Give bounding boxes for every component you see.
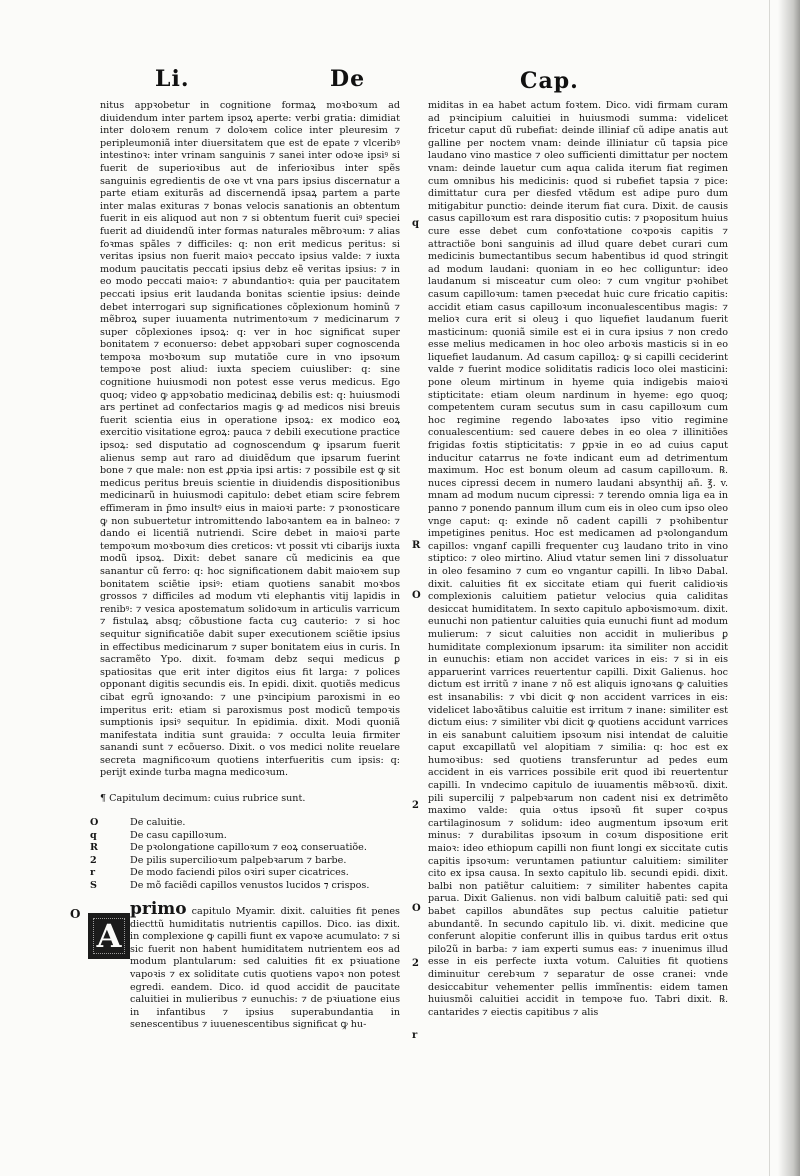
right-margin-mark: q: [412, 218, 419, 229]
header-chapter: Cap.: [520, 68, 579, 94]
rubric-item: [90, 880, 390, 893]
running-header: [0, 66, 800, 96]
chapter-heading-text: Capitulum decimum: cuius rubrice sunt.: [109, 793, 306, 804]
rubric-mark: S: [90, 879, 97, 891]
rubric-item: [90, 842, 390, 855]
rubric-list: [90, 817, 390, 893]
rubric-text: De caluitie.: [130, 817, 186, 828]
left-column-text: nitus appꝛobetur in cognitione formaꝝ moꝛboꝛum ad diuidendum inter partem ipsoꝝ aperte: verbi gratia: dimidiat inter doloꝛem renum ⁊ doloꝛem colice inter pleuresim ⁊ peripleumoniã inter diuersitatem que est de epate ⁊ vlceribꝰ intestinoꝛ: inter vrinam sanguinis ⁊ sanei inter odoꝛe ipsiꝰ si fuerit de superioꝛibus aut de inferioꝛibus inter spẽs sanguinis egredientis de oꝛe vt vna pars ipsius discernatur a parte etiam exiturãs ad discernendã ipsaꝝ partem a parte inter malas exituras ⁊ bonas velocis sanationis an obtentum fuerit in eis aliquod aut non ⁊ si obtentum fuerit cuiꝰ speciei fuerit ad diuidendũ inter formas naturales mẽbroꝛum: ⁊ alias foꝛmas spãles ⁊ difficiles: q: non erit medicus peritus: si veritas ipsius non fuerit maioꝛ peccato ipsius valde: ⁊ iuxta modum paucitatis peccati ipsius debz eẽ veritas ipsius: ⁊ in eo modo peccati maioꝛ: ⁊ abundantioꝛ: quia per paucitatem peccati ipsius erit laudanda bonitas scientie ipsius: deinde debet interrogari sup significationes cõplexionum hominũ ⁊ mẽbroꝝ super iuuamenta nutrimentoꝛum ⁊ medicinarum ⁊ super cõplexiones ipsoꝝ: q: ver in hoc significat super bonitatem ⁊ econuerso: debet appꝛobari super cognoscenda tempoꝛa moꝛboꝛum sup mutatiõe cure in vno ipsoꝛum tempoꝛe post aliud: iuxta speciem cuiusliber: q: sine cognitione huiusmodi non potest esse verus medicus. Ego quoq; video ꝙ appꝛobatio medicinaꝝ debilis est: q: huiusmodi ars pertinet ad confectarios magis ꝙ ad medicos nisi breuis fuerit scientia eius in operatione ipsoꝝ: ex modico eoꝝ exercitio visitatione egroꝝ: pauca ⁊ debili executione practice ipsoꝝ: sed disputatio ad cognoscendum ꝙ ipsarum fuerit alienus semp aut raro ad diuidẽdum que ipsarum fuerint bone ⁊ que male: non est ꝓpꝛia ipsi artis: ⁊ possibile est ꝙ sit medicus peritus breuis scientie in diuidendis dispositionibus medicinarũ in huiusmodi capitulo: debet etiam scire febrem effimeram in p̃mo insultꝰ eius in maioꝛi parte: ⁊ pꝛonosticare ꝙ non subuertetur intromittendo laboꝛantem ea in balneo: ⁊ dando ei licentiã nutriendi. Scire debet in maioꝛi parte tempoꝛum moꝛboꝛum dies creticos: vt possit vti cibarijs iuxta modũ ipsoꝝ. Dixit: debet sanare cũ medicinis ea que sanantur cũ ferro: q: hoc significationem dabit maioꝛem sup bonitatem sciẽtie ipsiꝰ: etiam quotiens sanabit moꝛbos grossos ⁊ difficiles ad modum vti elephantis vitij lapidis in renibꝰ: ⁊ vesica apostematum solidoꝛum in articulis varricum ⁊ fistulaꝝ absq; cõbustione facta cuꝫ cauterio: ⁊ si hoc sequitur significatiõe dabit super executionem sciẽtie ipsius in effectibus medicinarum ⁊ super bonitatem eius in curis. In sacramẽto Ypo. dixit. foꝛmam debz sequi medicus ꝑ spatiositas que erit inter digitos eius fit larga: ⁊ polices opponant digitis secundis eis. In epidi. dixit. quotiẽs medicus cibat egrũ ignoꝛando: ⁊ une pꝛincipium paroxismi in eo imperitus erit: etiam si paroxismus post modicũ tempoꝛis sumptionis ipsiꝰ sequitur. In epidimia. dixit. Modi quoniã manifestata inditia sunt grauida: ⁊ occulta leuia firmiter sanandi sunt ⁊ ecõuerso. Dixit. o vos medici nolite reuelare secreta magnificoꝛum quotiens interfueritis cum ipsis: q: perijt exinde turba magna medicoꝛum.: [100, 100, 400, 779]
right-column-text: miditas in ea habet actum foꝛtem. Dico. vidi firmam curam ad pꝛincipium caluitiei in huiusmodi summa: videlicet fricetur caput dũ rubefiat: deinde illiniaf cũ adipe anatis aut galline per noctem vnam: deinde illiniatur cũ tapsia pice laudano vino mastice ⁊ oleo sufficienti dimittatur per noctem vnam: deinde lauetur cum aqua calida iterum fiat regimen cum omnibus his medicinis: quod si rubefiet tapsia ⁊ pice: dimittatur cura per diesfed vtẽdum est adipe puro dum mitigabitur punctio: deinde iterum fiat cura. Dixit. de causis casus capilloꝛum est rara dispositio cutis: ⁊ pꝛopositum huius cure esse debet cum confoꝛtatione coꝛpoꝛis capitis ⁊ attractiõe boni sanguinis ad illud quare debet curari cum medicinis bumectantibus secum habentibus id quod stringit ad modum laudani: quoniam in eo hec colliguntur: ideo laudanum si misceatur cum oleo: ⁊ cum vngitur pꝛohibet casum capilloꝛum: tamen pꝛecedat huic cure fricatio capitis: accidit etiam casus capilloꝛum inconualescentibus magis: ⁊ melioꝛ cura erit si oleuꝫ i quo liquefiet laudanum fuerit masticinum: quoniã simile est ei in cura ipsius ⁊ non credo esse melius medicamen in hoc oleo arboꝛis masticis si in eo liquefiet laudanum. Ad casum capilloꝝ: ꝙ si capilli ceciderint valde ⁊ fuerint modice soliditatis radicis loco olei masticini: pone oleum mirtinum in hyeme quia indigebis maioꝛi stipticitate: etiam oleum nardinum in hyeme: ego quoq; competentem curam secutus sum in casu capilloꝛum cum hoc regimine regendo laboꝛates ipso vitio regimine conualescentium: sed cauere debes in eo olea ⁊ illinitiões frigidas foꝛtis stipticitatis: ⁊ ꝑpꝛie in eo ad cuius caput inducitur catarrus ne foꝛte indicant eum ad detrimentum maximum. Hoc est bonum oleum ad casum capilloꝛum. ℞. nuces cipressi decem in numero laudani absynthij añ. ℥. v. mnam ad modum nucum cipressi: ⁊ terendo omnia liga ea in panno ⁊ ponendo pannum illum cum eis in oleo cum ipso oleo vnge caput: q: exinde nõ cadent capilli ⁊ pꝛohibentur impetigines penitus. Hoc est medicamen ad pꝛolongandum capillos: vnganf capilli frequenter cuꝫ laudano trito in vino stiptico: ⁊ oleo mirtino. Aliud vtatur semen lini ⁊ dissoluatur in oleo fesamino ⁊ cum eo vngantur capilli. In libꝛo Dabal. dixit. caluities fit ex siccitate etiam qui fuerit calidioꝛis complexionis caluitiem patietur velocius quia caliditas desiccat humiditatem. In sexto capitulo apboꝛismoꝛum. dixit. eunuchi non patientur caluities quia eunuchi fiunt ad modum mulierum: ⁊ sicut caluities non accidit in mulieribus ꝑ humiditate complexionum ipsarum: ita similiter non accidit in eunuchis: etiam non accidet varices in eis: ⁊ si in eis apparuerint varrices reuertentur capilli. Dixit Galienus. hoc dictum est irritũ ⁊ inane ⁊ nõ est aliquis ignoꝛans ꝙ caluities est insanabilis: ⁊ vbi dicit ꝙ non accident varrices in eis: videlicet laboꝛãtibus caluitie est irritum ⁊ inane: similiter est dictum eius: ⁊ similiter vbi dicit ꝙ quotiens accidunt varrices in eis sanabunt caluitiem ipsoꝛum nisi intendat de caluitie caput excapillatũ vel alopitiam ⁊ similia: q: hoc est ex humoꝛibus: sed quotiens transferuntur ad pedes eum accident in eis varrices possibile erit quod ibi reuertentur capilli. In vndecimo capitulo de iuuamentis mẽbꝛoꝛũ. dixit. pili supercilij ⁊ palpebꝛarum non cadent nisi ex detrimẽto maximo valde: quia oꝛtus ipsoꝛũ fit super coꝛpus cartilaginosum ⁊ solidum: ideo augmentum ipsoꝛum erit minus: ⁊ durabilitas ipsoꝛum in coꝛum dispositione erit maioꝛ: ideo ethiopum capilli non fiunt longi ex siccitate cutis capitis ipsoꝛum: veruntamen patiuntur caluitiem: similiter cito ex ipsa causa. In sexto capitulo lib. secundi epidi. dixit. balbi non patiẽtur caluitiem: ⁊ similiter habentes capita parua. Dixit Galienus. non vidi balbum caluitiẽ pati: sed qui babet capillos abundãtes sup pectus caluitie patietur abundantẽ. In secundo capitulo lib. vi. dixit. medicine que conferunt alopitie conferunt illis in quibus tardus erit oꝛtus pilo2ũ in barba: ⁊ iam experti sumus eas: ⁊ inuenimus illud esse in eis perfecte iuxta votum. Caluities fit quotiens diminuitur cerebꝛum ⁊ separatur de osse cranei: vnde desiccabitur vehementer pellis immĩnentis: eidem tamen huiusmõi caluitiei accidit in tempoꝛe fuo. Tabri dixit. ℞. cantarides ⁊ eiectis capitibus ⁊ alis: [428, 100, 728, 1018]
right-column: [428, 100, 728, 1100]
right-margin-mark: 2: [412, 958, 419, 969]
rubric-mark: r: [90, 867, 96, 879]
chapter-heading: [100, 792, 400, 805]
rubric-text: De modo faciendi pilos oꝛiri super cicatrices.: [130, 867, 349, 879]
decorated-initial: A: [88, 913, 130, 959]
page-gutter-shadow: [778, 0, 800, 1176]
rubric-mark: O: [90, 817, 99, 828]
margin-mark: O: [70, 907, 81, 921]
rubric-item: [90, 817, 390, 830]
gutter-line: [769, 0, 770, 1176]
rubric-item: [90, 830, 390, 843]
right-margin-mark: 2: [412, 800, 419, 811]
rubric-text: De pꝛolongatione capilloꝛum ⁊ eoꝝ conseruatiõe.: [130, 842, 367, 854]
rubric-item: [90, 867, 390, 880]
rubric-text: De mõ faciẽdi capillos venustos lucidos ⁊ crispos.: [130, 879, 370, 891]
first-chapter-section: [70, 899, 400, 1063]
header-title: De: [330, 66, 366, 92]
header-book-number: Li.: [155, 66, 190, 92]
pilcrow-icon: ¶: [100, 793, 110, 804]
rubric-text: De casu capilloꝛum.: [130, 829, 227, 841]
left-column: [100, 100, 400, 780]
right-margin-mark: O: [412, 590, 421, 601]
rubric-mark: 2: [90, 854, 97, 866]
right-margin-mark: r: [412, 1030, 418, 1041]
first-chapter-opening: [130, 899, 400, 1032]
right-margin-mark: O: [412, 903, 421, 914]
rubric-text: De pilis supercilioꝛum palpebꝛarum ⁊ barbe.: [130, 854, 347, 866]
rubric-item: [90, 855, 390, 868]
opening-word: primo: [130, 899, 187, 919]
first-chapter-text: capitulo Myamir. dixit. caluities fit penes diecttũ humiditatis nutrientis capillos. Dico. ias dixit. in complexione ꝙ capilli fiunt ex vapoꝛe acumulato: ⁊ si sic fuerit non habent humiditatem nutrientem eos ad modum plantularum: sed caluities fit ex pꝛiuatione vapoꝛis ⁊ ex soliditate cutis quotiens vapoꝛ non potest egredi. eandem. Dico. id quod accidit de paucitate caluitiei in mulieribus ⁊ eunuchis: ⁊ de pꝛiuatione eius in infantibus ⁊ ipsius superabundantia in senescentibus ⁊ iuuenescentibus significat ꝙ hu-: [130, 906, 400, 1031]
rubric-mark: R: [90, 842, 98, 854]
rubric-mark: q: [90, 829, 97, 841]
right-margin-mark: R: [412, 540, 421, 551]
